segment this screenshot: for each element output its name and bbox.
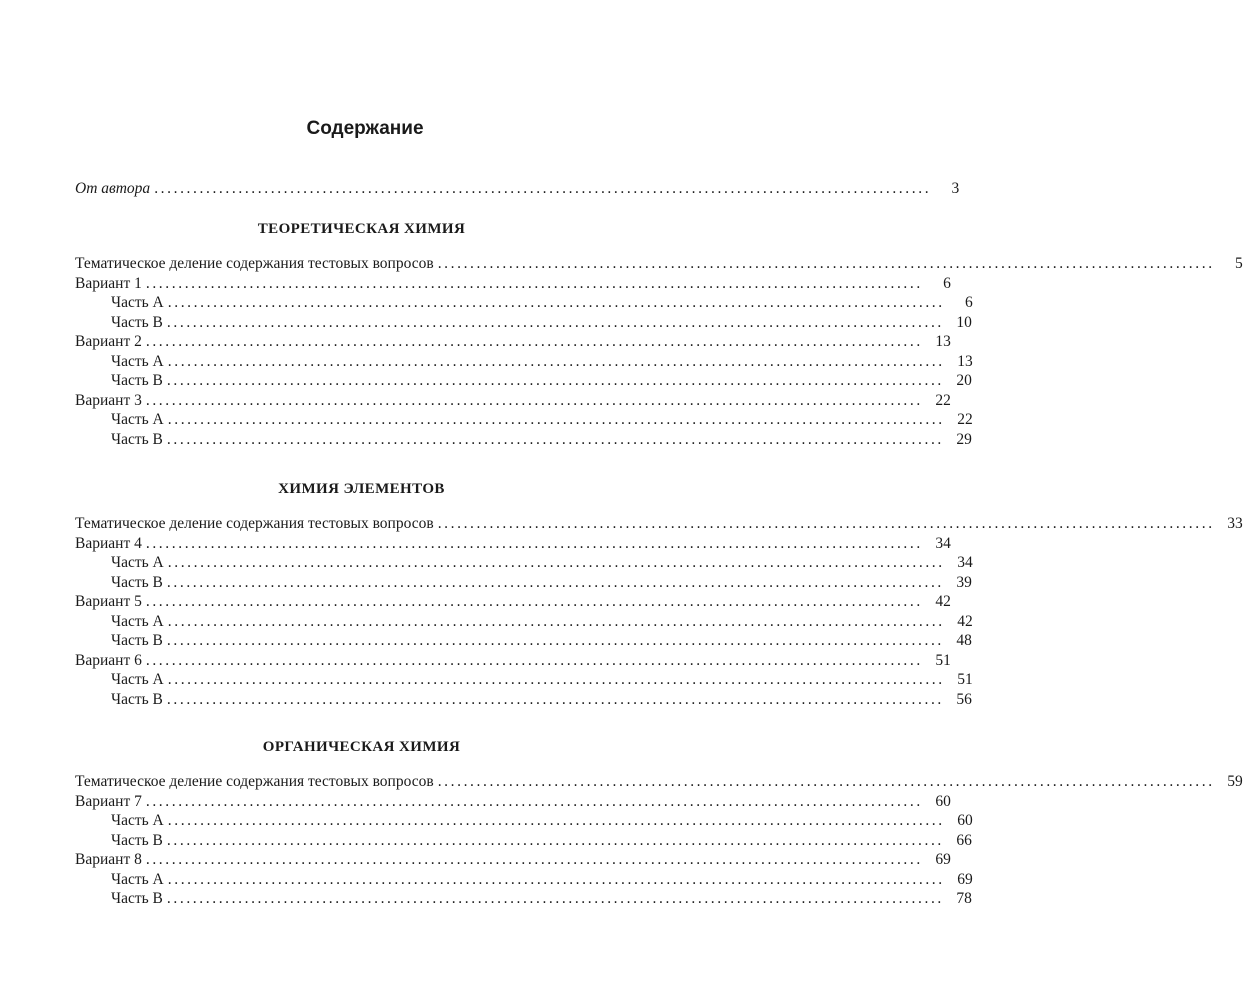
toc-subentry[interactable] xyxy=(75,554,973,574)
dot-leader: ........................................................................................................................ xyxy=(437,255,1215,272)
toc-subentry[interactable] xyxy=(75,573,972,594)
page-title: Содержание xyxy=(306,118,424,139)
toc-entry-page: 78 xyxy=(956,890,972,907)
dot-leader: ........................................................................................................................ xyxy=(167,554,945,571)
toc-entry-label: Вариант 7 xyxy=(75,792,142,810)
toc-entry-page: 60 xyxy=(957,812,973,829)
toc-entry[interactable] xyxy=(75,651,951,672)
toc-entry-label: Тематическое деление содержания тестовых вопросов xyxy=(75,773,434,790)
toc-entry[interactable] xyxy=(75,593,951,613)
toc-subentry[interactable] xyxy=(75,294,973,314)
section-heading: ТЕОРЕТИЧЕСКАЯ ХИМИЯ xyxy=(257,221,466,237)
toc-entry-page: 29 xyxy=(956,430,972,448)
toc-entry-label: Часть B xyxy=(111,831,163,849)
toc-entry-page: 20 xyxy=(956,372,972,389)
toc-entry-label: Вариант 2 xyxy=(75,333,142,350)
dot-leader: ........................................................................................................................ xyxy=(145,333,923,350)
toc-entry[interactable] xyxy=(75,274,951,295)
dot-leader: ........................................................................................................................ xyxy=(166,890,944,907)
dot-leader: ........................................................................................................................ xyxy=(167,671,945,688)
section-heading: ОРГАНИЧЕСКАЯ ХИМИЯ xyxy=(262,739,461,755)
toc-entry-label: Часть A xyxy=(111,812,164,829)
dot-leader: ........................................................................................................................ xyxy=(167,411,945,428)
toc-entry-page: 69 xyxy=(957,870,973,888)
dot-leader: ........................................................................................................................ xyxy=(145,534,923,552)
dot-leader: ........................................................................................................................ xyxy=(145,391,923,409)
toc-entry-label: Вариант 1 xyxy=(75,274,142,292)
dot-leader: ........................................................................................................................ xyxy=(167,612,945,630)
toc-subentry[interactable] xyxy=(75,411,973,431)
toc-section-theoretical xyxy=(75,221,1243,450)
toc-entry[interactable] xyxy=(75,255,1243,275)
toc-entry-label: Тематическое деление содержания тестовых вопросов xyxy=(75,255,434,272)
toc-entry-label: Часть A xyxy=(111,294,164,311)
toc-entry-label: Часть A xyxy=(111,870,164,888)
toc-entry[interactable] xyxy=(75,792,951,813)
dot-leader: ........................................................................................................................ xyxy=(166,372,944,389)
toc-subentry[interactable] xyxy=(75,690,972,711)
toc-entry[interactable] xyxy=(75,180,960,200)
toc-entry[interactable] xyxy=(75,333,951,353)
toc-entry-page: 42 xyxy=(935,593,951,610)
toc-entry[interactable] xyxy=(75,851,951,871)
toc-entry-label: Вариант 4 xyxy=(75,534,142,552)
dot-leader: ........................................................................................................................ xyxy=(166,831,944,849)
dot-leader: ........................................................................................................................ xyxy=(166,690,944,708)
toc-entry-page: 22 xyxy=(957,411,973,428)
toc-entry-page: 10 xyxy=(956,313,972,331)
toc-entry-label: Часть A xyxy=(111,671,164,688)
toc-entry-page: 5 xyxy=(1234,255,1243,272)
toc-entry-page: 3 xyxy=(951,180,960,197)
toc-entry-page: 51 xyxy=(935,651,951,669)
toc-intro xyxy=(75,180,960,200)
toc-entry-page: 42 xyxy=(957,612,973,630)
dot-leader: ........................................................................................................................ xyxy=(145,593,923,610)
dot-leader: ........................................................................................................................ xyxy=(167,294,945,311)
toc-subentry[interactable] xyxy=(75,352,973,373)
toc-entry-page: 34 xyxy=(935,534,951,552)
dot-leader: ........................................................................................................................ xyxy=(145,651,923,669)
toc-entry[interactable] xyxy=(75,773,1243,793)
toc-entry-page: 22 xyxy=(935,391,951,409)
toc-entry-label: Вариант 3 xyxy=(75,391,142,409)
toc-section-organic xyxy=(75,739,1243,910)
dot-leader: ........................................................................................................................ xyxy=(166,430,944,448)
toc-subentry[interactable] xyxy=(75,671,973,691)
toc-subentry[interactable] xyxy=(75,313,972,334)
dot-leader: ........................................................................................................................ xyxy=(437,515,1215,532)
toc-entry-page: 13 xyxy=(935,333,951,350)
toc-entry-label: Часть B xyxy=(111,690,163,708)
toc-entry-label: Тематическое деление содержания тестовых вопросов xyxy=(75,515,434,532)
toc-entry[interactable] xyxy=(75,391,951,412)
toc-entry-label: От автора xyxy=(75,180,151,197)
toc-entry-label: Часть B xyxy=(111,632,163,649)
toc-entry-label: Часть A xyxy=(111,554,164,571)
toc-entry-label: Часть B xyxy=(111,313,163,331)
toc-entry-page: 56 xyxy=(956,690,972,708)
toc-section-elements xyxy=(75,481,1243,710)
toc-subentry[interactable] xyxy=(75,430,972,451)
toc-entry-label: Вариант 8 xyxy=(75,851,142,868)
dot-leader: ........................................................................................................................ xyxy=(145,851,923,868)
toc-subentry[interactable] xyxy=(75,612,973,633)
toc-entry-page: 34 xyxy=(957,554,973,571)
toc-subentry[interactable] xyxy=(75,890,972,910)
dot-leader: ........................................................................................................................ xyxy=(166,632,944,649)
toc-subentry[interactable] xyxy=(75,372,972,392)
dot-leader: ........................................................................................................................ xyxy=(437,773,1215,790)
toc-subentry[interactable] xyxy=(75,831,972,852)
dot-leader: ........................................................................................................................ xyxy=(167,352,945,370)
toc-entry-page: 66 xyxy=(956,831,972,849)
toc-entry-page: 59 xyxy=(1227,773,1243,790)
toc-entry[interactable] xyxy=(75,515,1243,535)
toc-subentry[interactable] xyxy=(75,870,973,891)
toc-entry-label: Вариант 5 xyxy=(75,593,142,610)
dot-leader: ........................................................................................................................ xyxy=(145,274,923,292)
toc-entry-page: 39 xyxy=(956,573,972,591)
toc-entry-page: 51 xyxy=(957,671,973,688)
toc-entry[interactable] xyxy=(75,534,951,555)
toc-entry-label: Часть B xyxy=(111,890,163,907)
toc-entry-page: 6 xyxy=(943,274,951,292)
dot-leader: ........................................................................................................................ xyxy=(166,573,944,591)
toc-entry-label: Вариант 6 xyxy=(75,651,142,669)
toc-subentry[interactable] xyxy=(75,632,972,652)
dot-leader: ........................................................................................................................ xyxy=(145,792,923,810)
toc-entry-page: 6 xyxy=(965,294,973,311)
toc-entry-label: Часть B xyxy=(111,573,163,591)
toc-subentry[interactable] xyxy=(75,812,973,832)
toc-entry-page: 48 xyxy=(956,632,972,649)
toc-entry-page: 60 xyxy=(935,792,951,810)
toc-entry-page: 69 xyxy=(935,851,951,868)
dot-leader: ........................................................................................................................ xyxy=(154,180,932,197)
toc-entry-page: 13 xyxy=(957,352,973,370)
toc-entry-label: Часть B xyxy=(111,372,163,389)
dot-leader: ........................................................................................................................ xyxy=(166,313,944,331)
toc-entry-label: Часть A xyxy=(111,612,164,630)
toc-entry-label: Часть A xyxy=(111,352,164,370)
toc-entry-label: Часть A xyxy=(111,411,164,428)
toc-entry-label: Часть B xyxy=(111,430,163,448)
dot-leader: ........................................................................................................................ xyxy=(167,870,945,888)
dot-leader: ........................................................................................................................ xyxy=(167,812,945,829)
toc-entry-page: 33 xyxy=(1227,515,1243,532)
section-heading: ХИМИЯ ЭЛЕМЕНТОВ xyxy=(278,481,445,497)
